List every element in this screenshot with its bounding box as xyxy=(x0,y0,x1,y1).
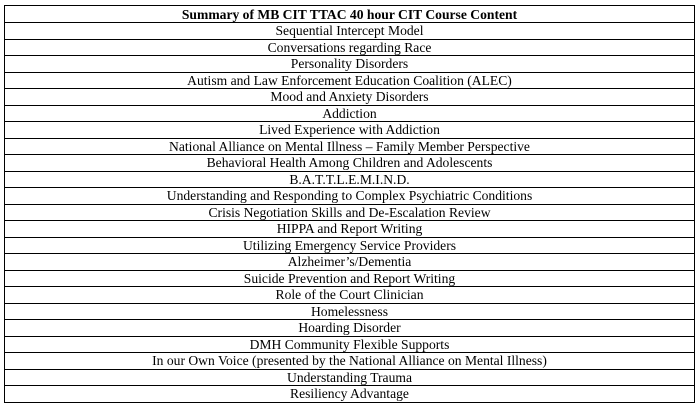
course-topic-cell: Personality Disorders xyxy=(5,56,695,73)
table-row xyxy=(5,237,695,254)
table-row xyxy=(5,204,695,221)
course-topic-cell: National Alliance on Mental Illness – Family Member Perspective xyxy=(5,138,695,155)
table-row xyxy=(5,320,695,337)
table-row xyxy=(5,105,695,122)
course-topic-cell: Utilizing Emergency Service Providers xyxy=(5,237,695,254)
course-topic-cell: Suicide Prevention and Report Writing xyxy=(5,270,695,287)
table-row xyxy=(5,303,695,320)
course-topic-cell: Understanding Trauma xyxy=(5,369,695,386)
table-row xyxy=(5,155,695,172)
table-row xyxy=(5,369,695,386)
table-row xyxy=(5,89,695,106)
course-topic-cell: Understanding and Responding to Complex Psychiatric Conditions xyxy=(5,188,695,205)
table-row xyxy=(5,171,695,188)
table-row xyxy=(5,188,695,205)
table-row xyxy=(5,336,695,353)
course-topic-cell: B.A.T.T.L.E.M.I.N.D. xyxy=(5,171,695,188)
table-row xyxy=(5,39,695,56)
course-topic-cell: Crisis Negotiation Skills and De-Escalation Review xyxy=(5,204,695,221)
table-row xyxy=(5,56,695,73)
course-topic-cell: HIPPA and Report Writing xyxy=(5,221,695,238)
table-title: Summary of MB CIT TTAC 40 hour CIT Course Content xyxy=(5,6,695,23)
course-content-table xyxy=(4,5,695,403)
table-header-row xyxy=(5,6,695,23)
course-topic-cell: Behavioral Health Among Children and Adolescents xyxy=(5,155,695,172)
course-topic-cell: Hoarding Disorder xyxy=(5,320,695,337)
table-row xyxy=(5,270,695,287)
table-body xyxy=(5,23,695,403)
table-row xyxy=(5,221,695,238)
table-row xyxy=(5,72,695,89)
table-row xyxy=(5,254,695,271)
course-topic-cell: DMH Community Flexible Supports xyxy=(5,336,695,353)
course-topic-cell: Alzheimer’s/Dementia xyxy=(5,254,695,271)
course-topic-cell: Sequential Intercept Model xyxy=(5,23,695,40)
course-topic-cell: Homelessness xyxy=(5,303,695,320)
table-row xyxy=(5,353,695,370)
course-topic-cell: Autism and Law Enforcement Education Coalition (ALEC) xyxy=(5,72,695,89)
course-topic-cell: Conversations regarding Race xyxy=(5,39,695,56)
course-topic-cell: Mood and Anxiety Disorders xyxy=(5,89,695,106)
course-topic-cell: Addiction xyxy=(5,105,695,122)
table-row xyxy=(5,287,695,304)
table-row xyxy=(5,138,695,155)
table-row xyxy=(5,23,695,40)
course-topic-cell: Role of the Court Clinician xyxy=(5,287,695,304)
course-topic-cell: Resiliency Advantage xyxy=(5,386,695,403)
table-row xyxy=(5,122,695,139)
course-topic-cell: Lived Experience with Addiction xyxy=(5,122,695,139)
table-row xyxy=(5,386,695,403)
course-topic-cell: In our Own Voice (presented by the National Alliance on Mental Illness) xyxy=(5,353,695,370)
